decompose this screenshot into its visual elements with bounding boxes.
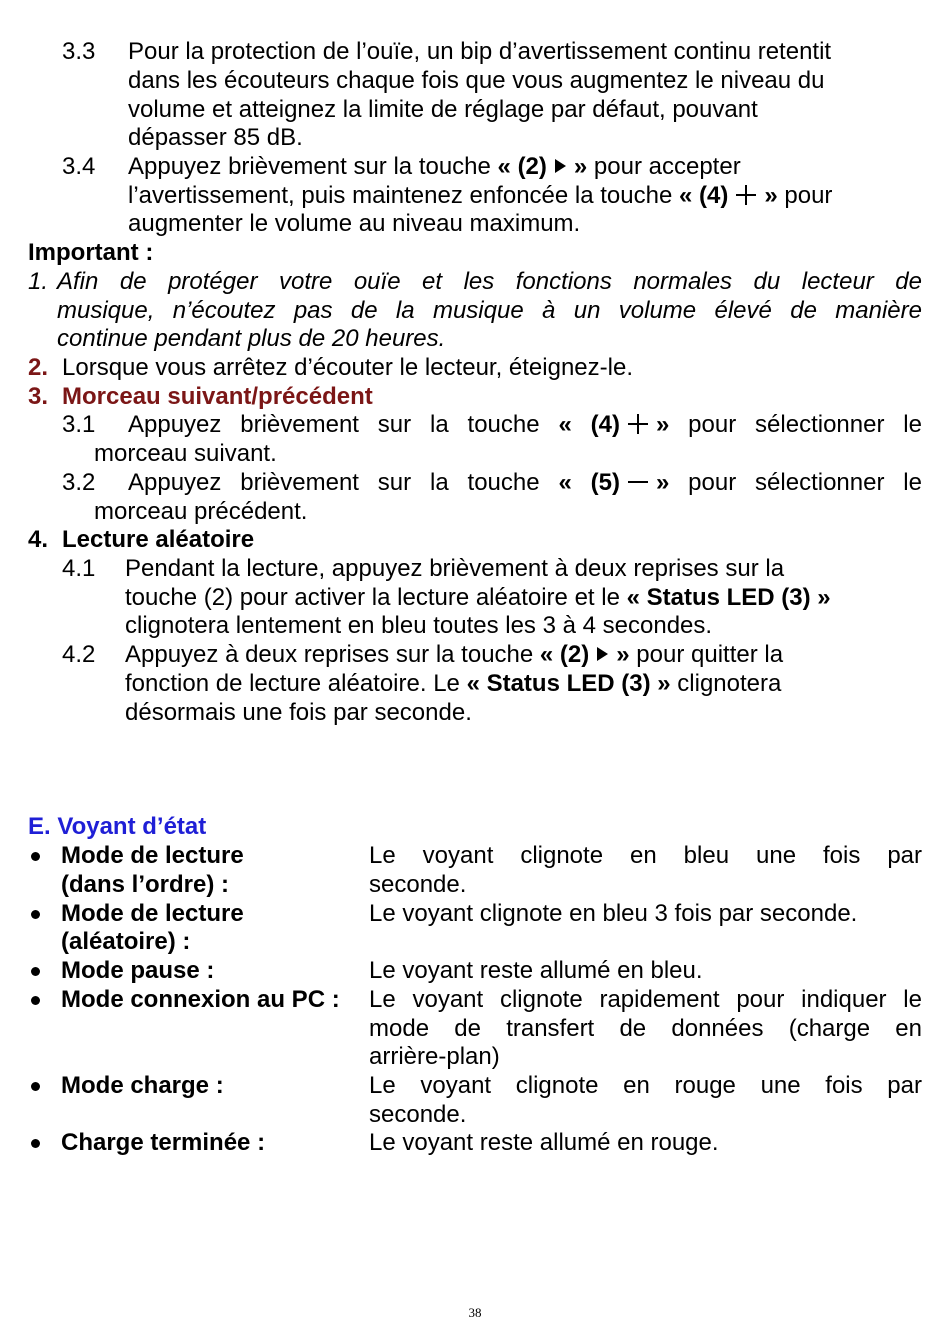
s42-line-3: désormais une fois par seconde.	[125, 699, 472, 726]
s42-text-b: pour quitter la	[629, 641, 784, 668]
s32-text-b: pour sélectionner le	[669, 469, 922, 496]
s42-status-led: « Status LED (3) »	[466, 670, 671, 697]
important-line-2: musique, n’écoutez pas de la musique à un volume élevé de manière	[57, 297, 922, 324]
s32-number: 3.2	[62, 469, 96, 496]
bullet-icon	[31, 1139, 40, 1148]
s41-text-a: touche (2) pour activer la lecture aléatoire et le	[125, 584, 627, 611]
important-line-3: continue pendant plus de 20 heures.	[57, 325, 446, 352]
state-label-6: Charge terminée :	[61, 1129, 266, 1156]
s34-key-4-close: »	[764, 182, 778, 209]
s33-line-1: Pour la protection de l’ouïe, un bip d’avertissement continu retentit	[128, 38, 832, 65]
important-number: 1.	[28, 268, 49, 295]
important-heading: Important :	[28, 239, 154, 266]
s32-key-5-close: »	[655, 469, 670, 496]
item3-number: 3.	[28, 383, 49, 410]
s34-number: 3.4	[62, 153, 96, 180]
s32-line-1	[128, 468, 922, 497]
play-triangle-icon	[597, 647, 608, 661]
plus-icon	[628, 414, 648, 434]
s34-text-c: l’avertissement, puis maintenez enfoncée la touche	[128, 182, 679, 209]
s34-key-2-close: »	[573, 153, 588, 180]
state-label-4: Mode connexion au PC :	[61, 986, 340, 1013]
bullet-icon	[31, 996, 40, 1005]
s34-line-3: augmenter le volume au niveau maximum.	[128, 210, 581, 237]
s41-number: 4.1	[62, 555, 96, 582]
state-desc-4b: mode de transfert de données (charge en	[369, 1015, 922, 1042]
s33-line-3: volume et atteignez la limite de réglage par défaut, pouvant	[128, 96, 758, 123]
s34-key-2: « (2)	[497, 153, 547, 180]
page-number: 38	[468, 1305, 482, 1320]
s41-line-2	[125, 583, 831, 612]
s34-text-d: pour	[777, 182, 833, 209]
s31-text-a: Appuyez brièvement sur la touche	[128, 411, 559, 438]
s42-key-2: « (2)	[539, 641, 590, 668]
state-desc-6: Le voyant reste allumé en rouge.	[369, 1129, 719, 1156]
s31-line-1	[128, 410, 922, 439]
s34-line-1	[128, 152, 741, 181]
s42-key-2-close: »	[616, 641, 630, 668]
s33-line-2: dans les écouteurs chaque fois que vous augmentez le niveau du	[128, 67, 825, 94]
important-line-1: Afin de protéger votre ouïe et les fonctions normales du lecteur de	[57, 268, 922, 295]
s31-line-2: morceau suivant.	[94, 440, 277, 467]
minus-icon	[628, 481, 648, 483]
s41-status-led: « Status LED (3) »	[626, 584, 831, 611]
s34-line-2	[128, 181, 832, 210]
bullet-icon	[31, 967, 40, 976]
state-label-2a: Mode de lecture	[61, 900, 244, 927]
state-desc-5a: Le voyant clignote en rouge une fois par	[369, 1072, 922, 1099]
s33-number: 3.3	[62, 38, 96, 65]
section-e-heading: E. Voyant d’état	[28, 813, 207, 840]
state-label-2b: (aléatoire) :	[61, 928, 191, 955]
s42-text-a: Appuyez à deux reprises sur la touche	[125, 641, 540, 668]
item2-number: 2.	[28, 354, 49, 381]
state-label-3: Mode pause :	[61, 957, 215, 984]
s31-number: 3.1	[62, 411, 96, 438]
play-triangle-icon	[555, 159, 566, 173]
s33-line-4: dépasser 85 dB.	[128, 124, 303, 151]
state-label-1b: (dans l’ordre) :	[61, 871, 230, 898]
s31-key-4-close: »	[655, 411, 670, 438]
item4-number: 4.	[28, 526, 49, 553]
s34-key-4: « (4)	[678, 182, 729, 209]
state-desc-1b: seconde.	[369, 871, 467, 898]
s32-text-a: Appuyez brièvement sur la touche	[128, 469, 559, 496]
s41-line-3: clignotera lentement en bleu toutes les 3 à 4 secondes.	[125, 612, 713, 639]
s34-text-a: Appuyez brièvement sur la touche	[128, 153, 498, 180]
item4-heading: Lecture aléatoire	[62, 526, 255, 553]
bullet-icon	[31, 852, 40, 861]
state-label-5: Mode charge :	[61, 1072, 224, 1099]
state-desc-1a: Le voyant clignote en bleu une fois par	[369, 842, 922, 869]
state-desc-3: Le voyant reste allumé en bleu.	[369, 957, 703, 984]
item2-text: Lorsque vous arrêtez d’écouter le lecteur, éteignez-le.	[62, 354, 633, 381]
s41-line-1: Pendant la lecture, appuyez brièvement à deux reprises sur la	[125, 555, 785, 582]
s42-number: 4.2	[62, 641, 96, 668]
s42-text-c1: fonction de lecture aléatoire. Le	[125, 670, 467, 697]
s34-text-b: pour accepter	[587, 153, 741, 180]
s31-key-4: « (4)	[558, 411, 620, 438]
s32-line-2: morceau précédent.	[94, 498, 308, 525]
s42-text-c3: clignotera	[670, 670, 782, 697]
state-desc-4a: Le voyant clignote rapidement pour indiquer le	[369, 986, 922, 1013]
s42-line-1	[125, 640, 783, 669]
s32-key-5: « (5)	[558, 469, 620, 496]
bullet-icon	[31, 1082, 40, 1091]
state-label-1a: Mode de lecture	[61, 842, 244, 869]
plus-icon	[736, 185, 756, 205]
item3-heading: Morceau suivant/précédent	[62, 383, 373, 410]
state-desc-4c: arrière-plan)	[369, 1043, 500, 1070]
s31-text-b: pour sélectionner le	[669, 411, 922, 438]
state-desc-5b: seconde.	[369, 1101, 467, 1128]
bullet-icon	[31, 910, 40, 919]
state-desc-2a: Le voyant clignote en bleu 3 fois par seconde.	[369, 900, 858, 927]
s42-line-2	[125, 669, 781, 698]
